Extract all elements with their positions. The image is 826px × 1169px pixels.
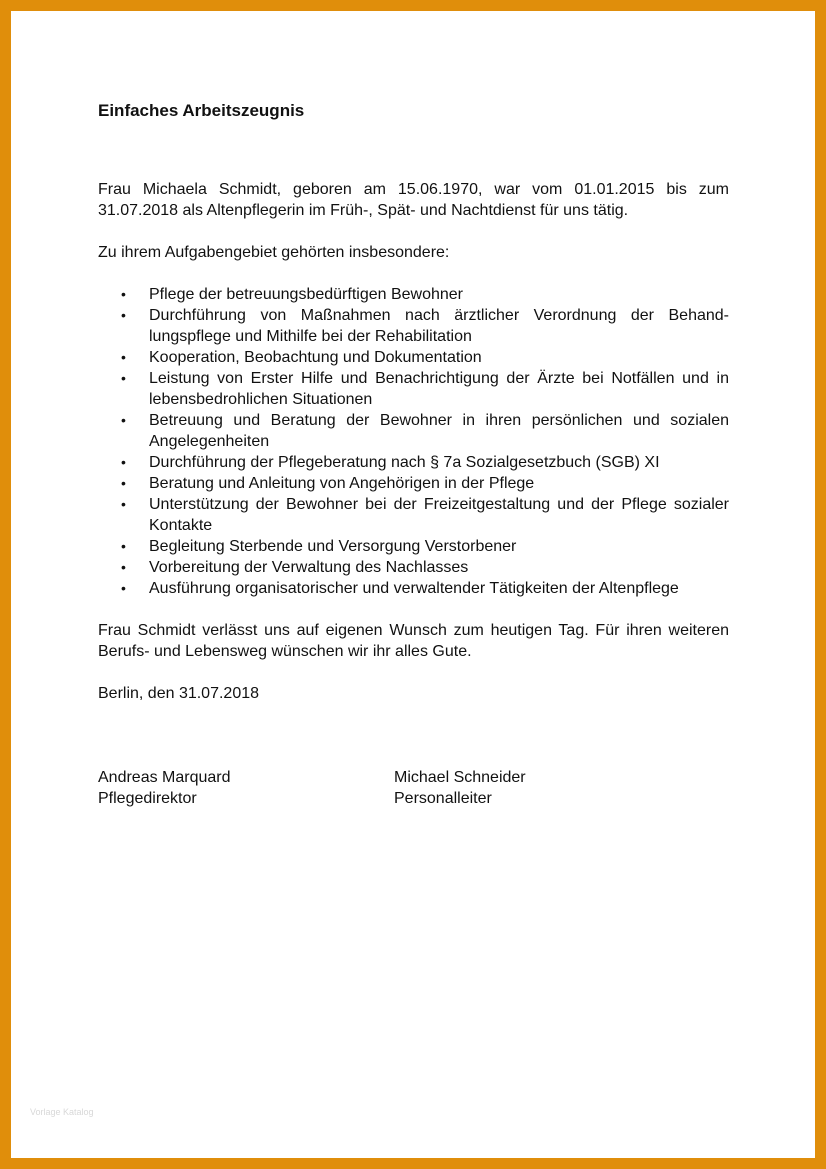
list-item <box>98 557 729 578</box>
list-item-text: Kooperation, Beobachtung und Dokumentation <box>149 349 482 366</box>
list-item <box>98 578 729 599</box>
tasks-heading: Zu ihrem Aufgabengebiet gehörten insbesondere: <box>98 244 450 261</box>
list-item <box>98 347 729 368</box>
document-title: Einfaches Arbeitszeugnis <box>98 101 305 120</box>
bullet-icon: • <box>121 580 126 596</box>
document-page <box>11 11 815 1158</box>
bullet-icon: • <box>121 538 126 554</box>
list-item-text: Beratung und Anleitung von Angehörigen in der Pflege <box>149 475 535 492</box>
list-item-text: Leistung von Erster Hilfe und Benachrichtigung der Ärzte bei Notfällen und in lebensbedrohlichen Situationen <box>149 370 729 408</box>
bullet-icon: • <box>121 496 126 512</box>
list-item <box>98 305 729 347</box>
signatory-role: Pflegedirektor <box>98 790 197 807</box>
bullet-icon: • <box>121 559 126 575</box>
bullet-icon: • <box>121 412 126 428</box>
list-item <box>98 452 729 473</box>
list-item-text: Begleitung Sterbende und Versorgung Verstorbener <box>149 538 517 555</box>
list-item <box>98 410 729 452</box>
list-item <box>98 494 729 536</box>
bullet-icon: • <box>121 454 126 470</box>
list-item <box>98 284 729 305</box>
signature-right <box>394 767 690 809</box>
signature-left <box>98 767 394 809</box>
list-item-text: Pflege der betreuungsbedürftigen Bewohner <box>149 286 463 303</box>
list-item-text: Durchführung der Pflegeberatung nach § 7a Sozialgesetzbuch (SGB) XI <box>149 454 660 471</box>
list-item-text: Ausführung organisatorischer und verwaltender Tätigkeiten der Altenpflege <box>149 580 679 597</box>
intro-paragraph: Frau Michaela Schmidt, geboren am 15.06.1970, war vom 01.01.2015 bis zum 31.07.2018 als Altenpflegerin im Früh-, Spät- und Nachtdienst für uns tätig. <box>98 181 729 219</box>
bullet-icon: • <box>121 349 126 365</box>
signatory-role: Personalleiter <box>394 790 492 807</box>
list-item <box>98 536 729 557</box>
list-item-text: Vorbereitung der Verwaltung des Nachlasses <box>149 559 469 576</box>
bullet-icon: • <box>121 286 126 302</box>
closing-paragraph: Frau Schmidt verlässt uns auf eigenen Wunsch zum heutigen Tag. Für ihren weiteren Berufs- und Lebensweg wünschen wir ihr alles Gute. <box>98 622 729 660</box>
task-list <box>98 284 729 599</box>
signatory-name: Michael Schneider <box>394 769 526 786</box>
bullet-icon: • <box>121 475 126 491</box>
list-item-text: Betreuung und Beratung der Bewohner in ihren persönlichen und sozialen Angelegenheiten <box>149 412 729 450</box>
signature-block <box>98 767 729 809</box>
list-item-text: Unterstützung der Bewohner bei der Freizeitgestaltung und der Pflege sozialer Kontakte <box>149 496 729 534</box>
bullet-icon: • <box>121 307 126 323</box>
list-item <box>98 473 729 494</box>
watermark: Vorlage Katalog <box>30 1107 94 1117</box>
bullet-icon: • <box>121 370 126 386</box>
document-content <box>98 100 729 809</box>
list-item <box>98 368 729 410</box>
signatory-name: Andreas Marquard <box>98 769 231 786</box>
list-item-text: Durchführung von Maßnahmen nach ärztlicher Verordnung der Behandlungspflege und Mithilfe bei der Rehabilitation <box>149 307 729 345</box>
place-date: Berlin, den 31.07.2018 <box>98 685 260 702</box>
